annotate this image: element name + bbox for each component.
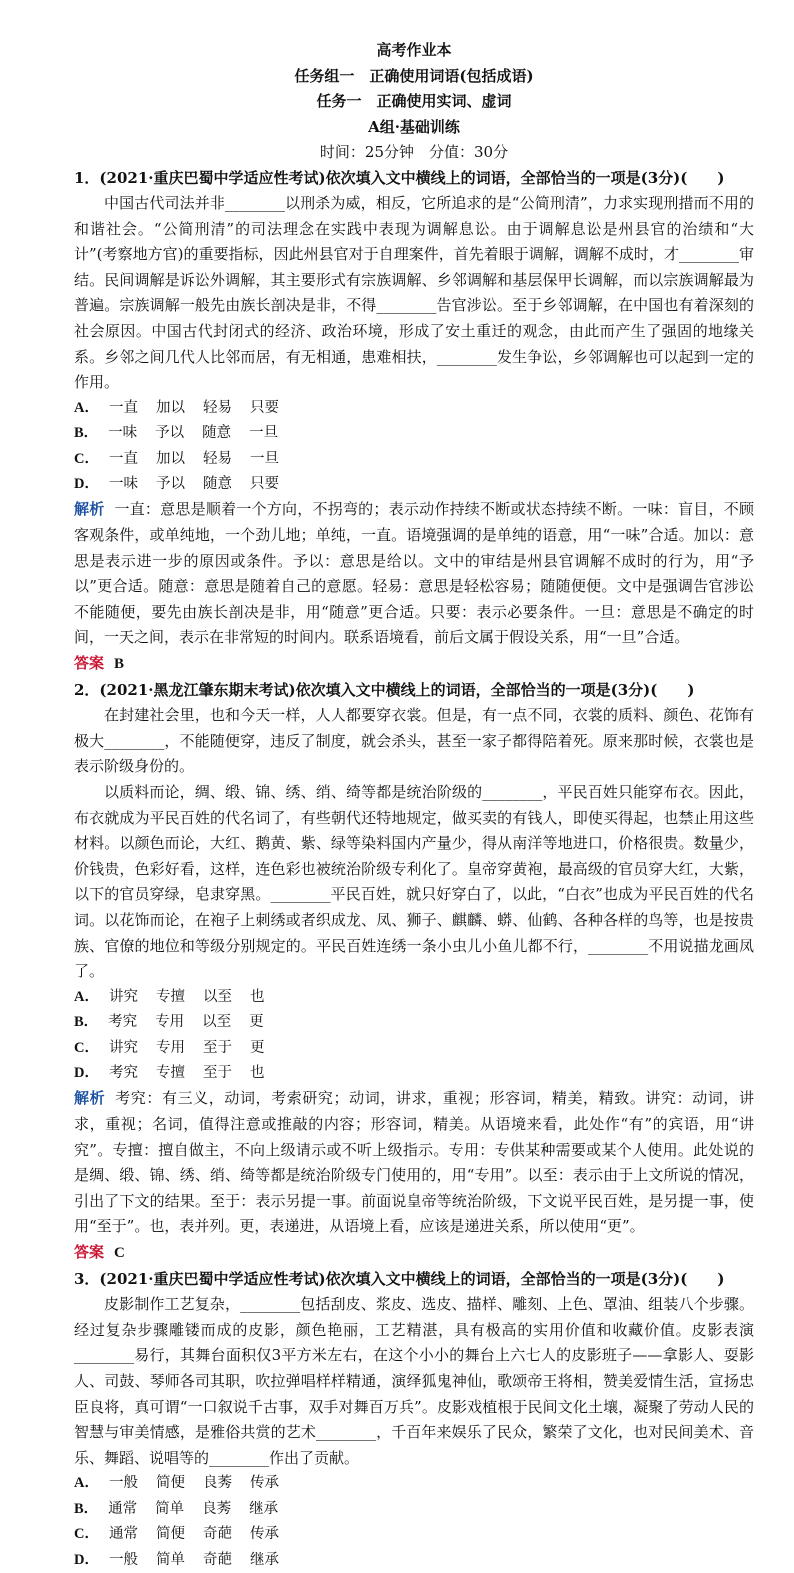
group-title: 任务组一 正确使用词语(包括成语) [294,66,534,85]
option-a[interactable]: A． 一般 简便 良莠 传承 [74,1475,279,1492]
time-score: 时间：25分钟 分值：30分 [319,143,509,161]
passage-paragraph: 皮影制作工艺复杂，________包括刮皮、浆皮、选皮、描样、雕刻、上色、罩油、组装八个步骤。经过复杂步骤雕镂而成的皮影，颜色艳丽，工艺精湛，具有极高的实用价值和收藏价值。皮影表演________易行，其舞台面积仅3平方米左右，在这个小小的舞台上六七人的皮影班子——拿影人、耍影人、司鼓、琴师各司其职，吹拉弹唱样样精通，演绎狐鬼神仙，歌颂帝王将相，赞美爱情生活，宣扬忠臣良将，真可谓“一口叙说千古事，双手对舞百万兵”。皮影戏植根于民间文化土壤，凝聚了劳动人民的智慧与审美情感，是雅俗共赏的艺术________，千百年来娱乐了民众，繁荣了文化，也对民间美术、音乐、舞蹈、说唱等的________作出了贡献。 [74,1295,754,1467]
passage-paragraph: 以质料而论，绸、缎、锦、绣、绡、绮等都是统治阶级的________，平民百姓只能穿布衣。因此，布衣就成为平民百姓的代名词了，有些朝代还特地规定，做买卖的有钱人，即使买得起，也禁止用这些材料。以颜色而论，大红、鹅黄、紫、绿等染料国内产量少，得从南洋等地进口，价格很贵。数量少，价钱贵，色彩好看，这样，连色彩也被统治阶级专利化了。皇帝穿黄袍，最高级的官员穿大红，大紫，以下的官员穿绿，皂隶穿黑。________平民百姓，就只好穿白了，以此，“白衣”也成为平民百姓的代名词。以花饰而论，在袍子上刺绣或者织成龙、凤、狮子、麒麟、蟒、仙鹤、各种各样的鸟等，也是按贵族、官僚的地位和等级分别规定的。平民百姓连绣一条小虫儿小鱼儿都不行，________不用说描龙画凤了。 [74,783,754,981]
answer-value: C [114,1244,125,1261]
answer-label: 答案 [74,1242,105,1261]
options-list [74,985,754,1087]
analysis-label: 解析 [74,500,105,519]
option-d[interactable]: D． 一味 予以 随意 只要 [74,476,279,493]
document-page [74,38,754,1573]
options-list [74,396,754,498]
task-title: 任务一 正确使用实词、虚词 [316,92,512,110]
analysis [74,1086,754,1240]
option-b[interactable]: B． 考究 专用 以至 更 [74,1014,264,1031]
section-title: A组·基础训练 [368,117,460,136]
option-a[interactable]: A． 一直 加以 轻易 只要 [74,399,279,416]
answer-value: B [114,656,125,673]
options-list [74,1471,754,1573]
answer-label: 答案 [74,654,105,673]
question-2 [74,678,754,1267]
option-c[interactable]: C． 讲究 专用 至于 更 [74,1039,265,1056]
analysis-text: 考究：有三义，动词，考索研究；动词，讲求，重视；形容词，精美，精致。讲究：动词，讲求，重视；名词，值得注意或推敲的内容；形容词，精美。从语境来看，此处作“有”的宾语，用“讲究”。专擅：擅自做主，不向上级请示或不听上级指示。专用：专供某种需要或某个人使用。此处说的是绸、缎、锦、绣、绡、绮等都是统治阶级专门使用的，用“专用”。以至：表示由于上文所说的情况，引出了下文的结果。至于：表示另提一事。前面说皇帝等统治阶级，下文说平民百姓，是另提一事，使用“至于”。也，表并列。更，表递进，从语境上看，应该是递进关系，所以使用“更”。 [74,1089,754,1236]
option-a[interactable]: A． 讲究 专擅 以至 也 [74,988,265,1005]
analysis [74,497,754,651]
answer [74,651,754,678]
option-d[interactable]: D． 一般 简单 奇葩 继承 [74,1551,279,1568]
analysis-text: 一直：意思是顺着一个方向，不拐弯的；表示动作持续不断或状态持续不断。一味：盲目，不顾客观条件，或单纯地，一个劲儿地；单纯，一直。语境强调的是单纯的语意，用“一味”合适。加以：意思是表示进一步的原因或条件。予以：意思是给以。文中的审结是州县官调解不成时的行为，用“予以”更合适。随意：意思是随着自己的意愿。轻易：意思是轻松容易；随随便便。文中是强调告官涉讼不能随便，要先由族长剖决是非，用“随意”更合适。只要：表示必要条件。一旦：意思是不确定的时间，一天之间，表示在非常短的时间内。联系语境看，前后文属于假设关系，用“一旦”合适。 [74,500,754,647]
question-head: 1．(2021·重庆巴蜀中学适应性考试)依次填入文中横线上的词语，全部恰当的一项是(3分)( ) [74,168,725,187]
question-head: 2．(2021·黑龙江肇东期末考试)依次填入文中横线上的词语，全部恰当的一项是(3分)( ) [74,680,695,699]
option-d[interactable]: D． 考究 专擅 至于 也 [74,1064,265,1081]
book-title: 高考作业本 [376,41,452,59]
answer [74,1240,754,1267]
option-b[interactable]: B． 通常 简单 良莠 继承 [74,1500,279,1517]
option-c[interactable]: C． 通常 简便 奇葩 传承 [74,1526,279,1543]
question-head: 3．(2021·重庆巴蜀中学适应性考试)依次填入文中横线上的词语，全部恰当的一项是(3分)( ) [74,1269,725,1288]
passage-paragraph: 中国古代司法并非________以刑杀为威，相反，它所追求的是“公简刑清”，力求实现刑措而不用的和谐社会。“公简刑清”的司法理念在实践中表现为调解息讼。由于调解息讼是州县官的治绩和“大计”(考察地方官)的重要指标，因此州县官对于自理案件，首先着眼于调解，调解不成时，才________审结。民间调解是诉讼外调解，其主要形式有宗族调解、乡邻调解和基层保甲长调解，而以宗族调解最为普遍。宗族调解一般先由族长剖决是非，不得________告官涉讼。至于乡邻调解，在中国也有着深刻的社会原因。中国古代封闭式的经济、政治环境，形成了安土重迁的观念，由此而产生了强固的地缘关系。乡邻之间几代人比邻而居，有无相通，患难相扶，________发生争讼，乡邻调解也可以起到一定的作用。 [74,194,754,392]
question-3 [74,1267,754,1573]
analysis-label: 解析 [74,1089,106,1108]
question-1 [74,166,754,678]
option-c[interactable]: C． 一直 加以 轻易 一旦 [74,450,279,467]
option-b[interactable]: B． 一味 予以 随意 一旦 [74,425,279,442]
passage-paragraph: 在封建社会里，也和今天一样，人人都要穿衣裳。但是，有一点不同，衣裳的质料、颜色、花饰有极大________，不能随便穿，违反了制度，就会杀头，甚至一家子都得陪着死。原来那时候，衣裳也是表示阶级身份的。 [74,706,754,776]
